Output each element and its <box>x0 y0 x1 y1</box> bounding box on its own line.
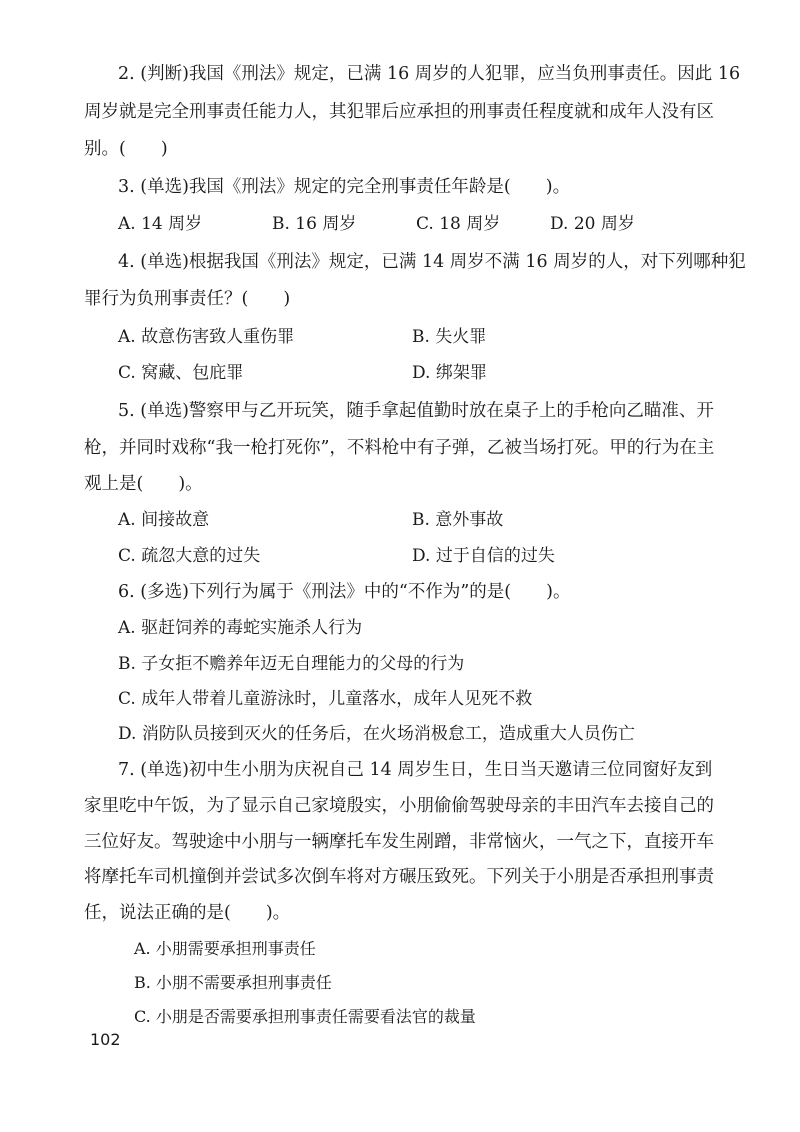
q7-option-c: C. 小朋是否需要承担刑事责任需要看法官的裁量 <box>134 1007 476 1026</box>
q5-option-b: B. 意外事故 <box>412 510 504 530</box>
q7-line-2: 家里吃中午饭，为了显示自己家境殷实，小朋偷偷驾驶母亲的丰田汽车去接自己的 <box>84 796 714 816</box>
q4-line-2: 罪行为负刑事责任？( ) <box>84 289 291 309</box>
q6-option-c: C. 成年人带着儿童游泳时，儿童落水，成年人见死不救 <box>118 689 533 709</box>
q5-line-1: 5. (单选)警察甲与乙开玩笑，随手拿起值勤时放在桌子上的手枪向乙瞄准、开 <box>118 401 714 421</box>
q4-option-d: D. 绑架罪 <box>412 363 487 383</box>
q6-option-a: A. 驱赶饲养的毒蛇实施杀人行为 <box>118 618 363 638</box>
q3-option-c: C. 18 周岁 <box>416 214 501 234</box>
q5-option-a: A. 间接故意 <box>118 510 210 530</box>
q7-option-a: A. 小朋需要承担刑事责任 <box>134 939 316 958</box>
q6-option-b: B. 子女拒不赡养年迈无自理能力的父母的行为 <box>118 654 465 674</box>
q5-option-c: C. 疏忽大意的过失 <box>118 546 261 566</box>
q4-option-b: B. 失火罪 <box>412 327 487 347</box>
q7-line-4: 将摩托车司机撞倒并尝试多次倒车将对方碾压致死。下列关于小朋是否承担刑事责 <box>84 867 714 887</box>
q7-line-5: 任，说法正确的是( )。 <box>84 903 291 923</box>
q3-option-a: A. 14 周岁 <box>118 214 203 234</box>
q6-option-d: D. 消防队员接到灭火的任务后，在火场消极怠工，造成重大人员伤亡 <box>118 724 635 744</box>
q7-line-3: 三位好友。驾驶途中小朋与一辆摩托车发生剐蹭，非常恼火，一气之下，直接开车 <box>84 832 714 852</box>
q3-option-d: D. 20 周岁 <box>550 214 635 234</box>
q4-option-c: C. 窝藏、包庇罪 <box>118 363 244 383</box>
q5-line-3: 观上是( )。 <box>84 474 203 494</box>
q3-option-b: B. 16 周岁 <box>272 214 357 234</box>
q4-line-1: 4. (单选)根据我国《刑法》规定，已满 14 周岁不满 16 周岁的人，对下列哪种犯 <box>118 252 746 272</box>
q2-line-1: 2. (判断)我国《刑法》规定，已满 16 周岁的人犯罪，应当负刑事责任。因此 16 <box>118 64 741 84</box>
q3-stem: 3. (单选)我国《刑法》规定的完全刑事责任年龄是( )。 <box>118 177 571 197</box>
q2-line-3: 别。( ) <box>84 139 168 159</box>
q5-line-2: 枪，并同时戏称“我一枪打死你”，不料枪中有子弹，乙被当场打死。甲的行为在主 <box>84 438 715 458</box>
q2-line-2: 周岁就是完全刑事责任能力人，其犯罪后应承担的刑事责任程度就和成年人没有区 <box>84 102 714 122</box>
page-number: 102 <box>90 1030 121 1049</box>
q6-stem: 6. (多选)下列行为属于《刑法》中的“不作为”的是( )。 <box>118 582 571 602</box>
q5-option-d: D. 过于自信的过失 <box>412 546 555 566</box>
q4-option-a: A. 故意伤害致人重伤罪 <box>118 327 295 347</box>
q7-option-b: B. 小朋不需要承担刑事责任 <box>134 973 332 992</box>
q7-line-1: 7. (单选)初中生小朋为庆祝自己 14 周岁生日，生日当天邀请三位同窗好友到 <box>118 760 713 780</box>
